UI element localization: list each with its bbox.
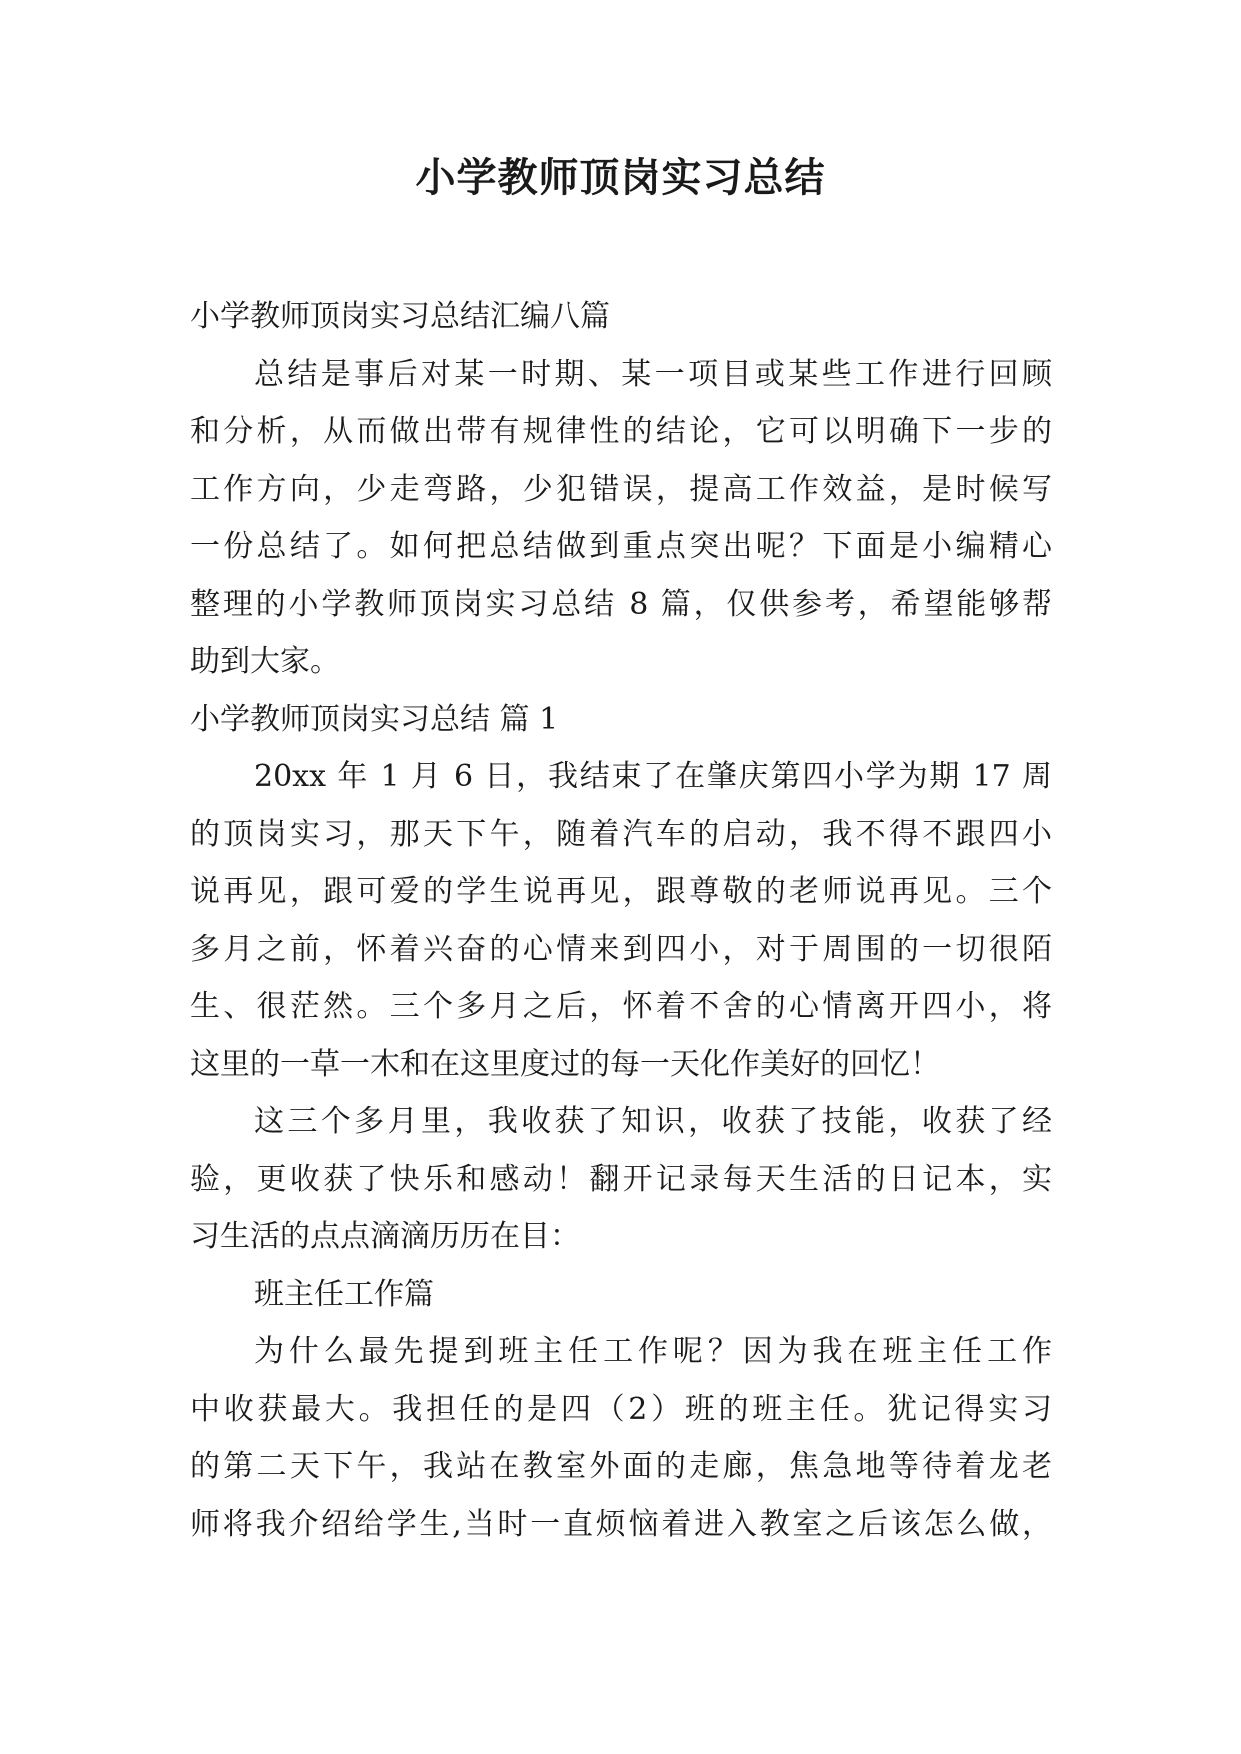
text-line: 这里的一草一木和在这里度过的每一天化作美好的回忆！ xyxy=(190,1046,940,1082)
text-line: 20xx 年 1 月 6 日，我结束了在肇庆第四小学为期 17 周 xyxy=(254,759,1052,794)
text-line: 说再见，跟可爱的学生说再见，跟尊敬的老师说再见。三个 xyxy=(190,874,1052,909)
text-line: 这三个多月里，我收获了知识，收获了技能，收获了经 xyxy=(254,1104,1052,1139)
document-body xyxy=(190,288,1052,1553)
text-line: 小学教师顶岗实习总结 篇 1 xyxy=(190,701,559,737)
text-line: 小学教师顶岗实习总结汇编八篇 xyxy=(190,299,610,334)
text-line: 习生活的点点滴滴历历在目： xyxy=(190,1219,580,1254)
text-line: 多月之前，怀着兴奋的心情来到四小，对于周围的一切很陌 xyxy=(190,931,1052,967)
text-line: 验，更收获了快乐和感动！翻开记录每天生活的日记本，实 xyxy=(190,1161,1052,1197)
text-line: 班主任工作篇 xyxy=(254,1276,434,1312)
text-line: 整理的小学教师顶岗实习总结 8 篇，仅供参考，希望能够帮 xyxy=(190,586,1052,622)
text-line: 工作方向，少走弯路，少犯错误，提高工作效益，是时候写 xyxy=(190,471,1052,507)
text-line: 的第二天下午，我站在教室外面的走廊，焦急地等待着龙老 xyxy=(190,1449,1052,1484)
text-line: 和分析，从而做出带有规律性的结论，它可以明确下一步的 xyxy=(190,414,1052,449)
document-title: 小学教师顶岗实习总结 xyxy=(415,154,826,201)
text-line: 一份总结了。如何把总结做到重点突出呢？下面是小编精心 xyxy=(190,529,1052,564)
text-line: 师将我介绍给学生,当时一直烦恼着进入教室之后该怎么做， xyxy=(190,1506,1052,1542)
text-line: 生、很茫然。三个多月之后，怀着不舍的心情离开四小，将 xyxy=(190,989,1052,1024)
text-line: 的顶岗实习，那天下午，随着汽车的启动，我不得不跟四小 xyxy=(190,816,1052,852)
text-line: 为什么最先提到班主任工作呢？因为我在班主任工作 xyxy=(254,1334,1052,1369)
text-line: 助到大家。 xyxy=(190,644,340,679)
text-line: 总结是事后对某一时期、某一项目或某些工作进行回顾 xyxy=(254,356,1052,392)
text-line: 中收获最大。我担任的是四（2）班的班主任。犹记得实习 xyxy=(190,1391,1052,1427)
